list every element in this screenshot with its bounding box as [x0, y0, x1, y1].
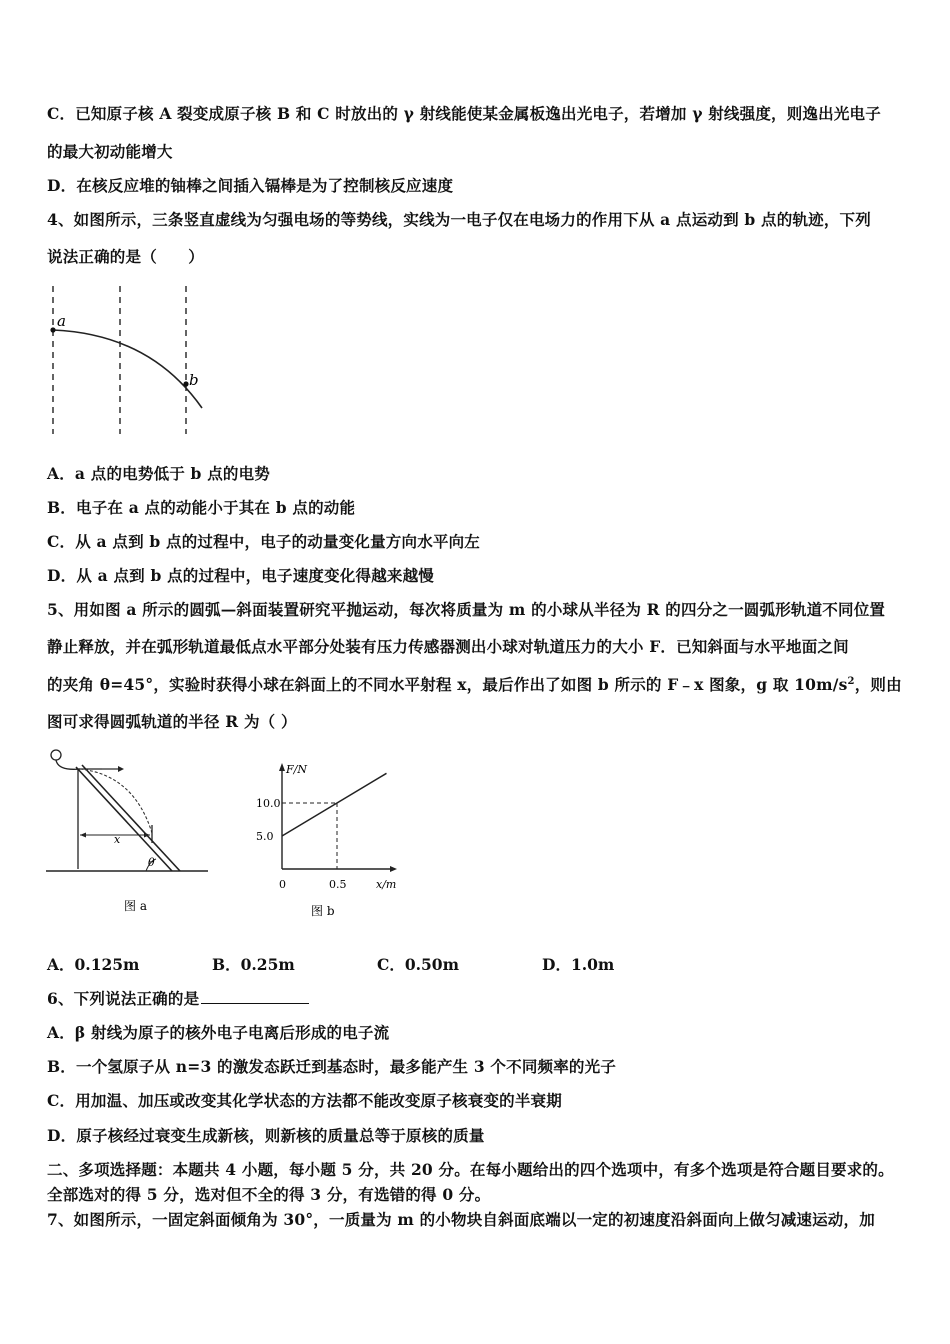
incline-lower	[82, 765, 180, 871]
q6-stem-text: 6、下列说法正确的是	[47, 989, 200, 1008]
q5-stem-line2: 静止释放，并在弧形轨道最低点水平部分处装有压力传感器测出小球对轨道压力的大小 F．已知斜面与水平地面之间	[47, 637, 849, 656]
q6-option-a: A．β 射线为原子的核外电子电离后形成的电子流	[47, 1023, 390, 1042]
q5-figure-b-chart	[240, 757, 415, 922]
q4-figure	[40, 282, 220, 438]
answer-blank	[201, 989, 309, 1004]
q5-stem-line3-text: 的夹角 θ=45°，实验时获得小球在斜面上的不同水平射程 x，最后作出了如图 b 所示的 F﹣x 图象，g 取 10m/s	[47, 675, 848, 694]
label-a: a	[57, 312, 66, 330]
section2-instructions-line2: 全部选对的得 5 分，选对但不全的得 3 分，有选错的得 0 分。	[47, 1185, 491, 1204]
point-a	[50, 327, 55, 332]
theta-label: θ	[148, 856, 155, 869]
y-tick-label: 5.0	[256, 830, 274, 843]
q3-option-d: D．在核反应堆的铀棒之间插入镉棒是为了控制核反应速度	[47, 176, 454, 195]
q4-option-d: D．从 a 点到 b 点的过程中，电子速度变化得越来越慢	[47, 566, 435, 585]
chart-marks	[256, 773, 387, 891]
q5-option-d: D．1.0m	[542, 955, 615, 974]
q5-option-c: C．0.50m	[377, 955, 459, 974]
q5-option-b: B．0.25m	[212, 955, 295, 974]
release-ball	[51, 750, 61, 760]
q5-stem-line4: 图可求得圆弧轨道的半径 R 为（ ）	[47, 712, 297, 731]
q3-option-c-line2: 的最大初动能增大	[47, 142, 173, 161]
y-axis-arrow	[279, 763, 285, 771]
q5-option-a: A．0.125m	[47, 955, 140, 974]
figure-a-caption: 图 a	[124, 899, 147, 913]
q5-stem-line3	[47, 673, 902, 695]
q7-stem-line1: 7、如图所示，一固定斜面倾角为 30°，一质量为 m 的小物块自斜面底端以一定的初速度沿斜面向上做匀减速运动，加	[47, 1210, 875, 1229]
electron-trajectory	[53, 330, 202, 408]
figure-b-caption: 图 b	[311, 904, 335, 918]
q6-option-c: C．用加温、加压或改变其化学状态的方法都不能改变原子核衰变的半衰期	[47, 1091, 562, 1110]
point-b	[183, 381, 188, 386]
q5-figure-a	[42, 745, 214, 920]
q5-stem-line1: 5、用如图 a 所示的圆弧—斜面装置研究平抛运动，每次将质量为 m 的小球从半径为 R 的四分之一圆弧形轨道不同位置	[47, 600, 886, 619]
q6-option-d: D．原子核经过衰变生成新核，则新核的质量总等于原核的质量	[47, 1126, 485, 1145]
q4-option-c: C．从 a 点到 b 点的过程中，电子的动量变化量方向水平向左	[47, 532, 481, 551]
q5-stem-line3-tail: ，则由	[854, 675, 902, 694]
range-arrow-left	[80, 833, 86, 838]
range-label-x: x	[114, 833, 121, 846]
q4-stem-line2: 说法正确的是（ ）	[47, 247, 205, 266]
q4-stem-line1: 4、如图所示，三条竖直虚线为匀强电场的等势线，实线为一电子仅在电场力的作用下从 a 点运动到 b 点的轨迹，下列	[47, 210, 871, 229]
label-b: b	[189, 371, 199, 389]
launch-arrow-head	[118, 766, 124, 772]
x-axis-arrow	[390, 866, 397, 872]
q4-option-a: A．a 点的电势低于 b 点的电势	[47, 464, 270, 483]
q6-option-b: B．一个氢原子从 n=3 的激发态跃迁到基态时，最多能产生 3 个不同频率的光子	[47, 1057, 617, 1076]
y-axis-label: F/N	[286, 763, 307, 776]
q5-stem-superscript: 2	[847, 675, 855, 687]
x-tick-label: 0	[279, 878, 286, 891]
q3-option-c-line1: C．已知原子核 A 裂变成原子核 B 和 C 时放出的 γ 射线能使某金属板逸出光电子，若增加 γ 射线强度，则逸出光电子	[47, 104, 881, 123]
incline-upper	[76, 767, 172, 871]
y-tick-label: 10.0	[256, 797, 281, 810]
q4-option-b: B．电子在 a 点的动能小于其在 b 点的动能	[47, 498, 356, 517]
section2-instructions-line1: 二、多项选择题：本题共 4 小题，每小题 5 分，共 20 分。在每小题给出的四个选项中，有多个选项是符合题目要求的。	[47, 1160, 894, 1179]
x-tick-label: 0.5	[329, 878, 347, 891]
series-line	[282, 773, 387, 836]
x-axis-label: x/m	[376, 878, 397, 891]
q6-stem	[47, 987, 309, 1009]
